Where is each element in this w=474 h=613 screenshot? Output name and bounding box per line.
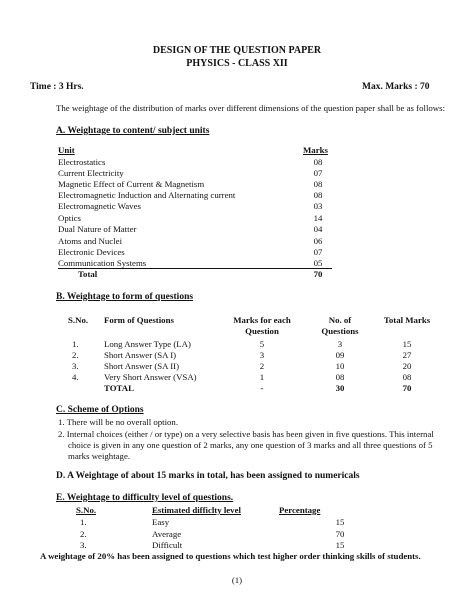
unit-name: Magnetic Effect of Current & Magnetism xyxy=(58,179,205,189)
section-c-heading xyxy=(56,406,144,416)
unit-marks: 08 xyxy=(313,179,323,189)
section-b-no-header-2: Questions xyxy=(321,326,359,336)
section-c-heading-text: C. Scheme of Options xyxy=(56,405,144,415)
row-each: 3 xyxy=(259,350,265,360)
row-form: Very Short Answer (VSA) xyxy=(104,372,197,382)
row-form: Long Answer Type (LA) xyxy=(104,339,191,349)
section-a-total-label: Total xyxy=(78,269,98,279)
difficulty-sno: 3. xyxy=(80,540,87,550)
row-total: 27 xyxy=(402,350,412,360)
hots-note: A weightage of 20% has been assigned to questions which test higher order thinking skills of students. xyxy=(40,551,421,561)
difficulty-level: Average xyxy=(152,529,182,539)
unit-marks: 08 xyxy=(313,190,323,200)
section-a-heading xyxy=(56,127,209,137)
row-sno: 1. xyxy=(72,339,79,349)
option-item-1: 1. There will be no overall option. xyxy=(58,417,179,427)
unit-marks: 03 xyxy=(313,201,323,211)
section-a-total-rule xyxy=(58,268,332,269)
section-b-total-no: 30 xyxy=(335,383,345,393)
row-sno: 3. xyxy=(72,361,79,371)
section-d-heading: D. A Weightage of about 15 marks in total, has been assigned to numericals xyxy=(56,471,360,481)
row-no: 3 xyxy=(337,339,343,349)
section-b-sno-header: S.No. xyxy=(68,315,89,325)
section-b-total-total: 70 xyxy=(402,383,412,393)
section-b-heading-text: B. Weightage to form of questions xyxy=(56,292,194,302)
section-b-total-header: Total Marks xyxy=(383,315,431,325)
difficulty-pct: 15 xyxy=(335,540,345,550)
unit-name: Communication Systems xyxy=(58,258,147,268)
difficulty-sno: 1. xyxy=(80,517,87,527)
section-b-marks-each-header-2: Question xyxy=(245,326,279,336)
row-no: 09 xyxy=(335,350,345,360)
row-form: Short Answer (SA II) xyxy=(104,361,180,371)
unit-name: Current Electricity xyxy=(58,168,124,178)
section-e-sno-header: S.No. xyxy=(76,505,97,515)
section-e-heading-text: E. Weightage to difficulty level of questions. xyxy=(56,493,234,503)
unit-marks: 08 xyxy=(313,157,323,167)
intro-paragraph: The weightage of the distribution of marks over different dimensions of the question paper shall be as follows: xyxy=(56,103,446,113)
difficulty-level: Easy xyxy=(152,517,170,527)
row-no: 08 xyxy=(335,372,345,382)
page-subtitle: PHYSICS - CLASS XII xyxy=(186,58,288,69)
unit-marks: 04 xyxy=(313,224,323,234)
unit-marks: 07 xyxy=(313,247,323,257)
unit-marks: 14 xyxy=(313,213,323,223)
section-b-heading xyxy=(56,293,193,303)
section-b-no-header: No. of xyxy=(328,315,352,325)
section-b-total-label: TOTAL xyxy=(104,383,134,393)
difficulty-pct: 70 xyxy=(335,529,345,539)
option-item-2-line-3: marks weightage. xyxy=(68,451,131,461)
unit-name: Electromagnetic Waves xyxy=(58,201,141,211)
row-each: 2 xyxy=(259,361,265,371)
section-e-heading xyxy=(56,494,233,504)
row-total: 08 xyxy=(402,372,412,382)
unit-name: Atoms and Nuclei xyxy=(58,236,123,246)
difficulty-level: Difficult xyxy=(152,540,183,550)
page-title: DESIGN OF THE QUESTION PAPER xyxy=(152,45,322,56)
row-no: 10 xyxy=(335,361,345,371)
page-number: (1) xyxy=(231,575,243,585)
option-item-2-line-2: choice is given in any one question of 2 marks, any one question of 3 marks and all three questions of 5 xyxy=(68,440,433,450)
section-b-marks-each-header: Marks for each xyxy=(233,315,291,325)
section-a-marks-header: Marks xyxy=(303,145,328,155)
max-marks-label: Max. Marks : 70 xyxy=(362,82,430,92)
row-sno: 4. xyxy=(72,372,79,382)
row-total: 20 xyxy=(402,361,412,371)
section-e-level-header: Estimated difficlty level xyxy=(152,505,241,515)
difficulty-sno: 2. xyxy=(80,529,87,539)
row-each: 1 xyxy=(259,372,265,382)
unit-marks: 06 xyxy=(313,236,323,246)
section-b-form-header: Form of Questions xyxy=(104,315,174,325)
unit-name: Optics xyxy=(58,213,81,223)
unit-name: Electronic Devices xyxy=(58,247,125,257)
section-b-total-each: - xyxy=(260,383,264,393)
section-a-total-marks: 70 xyxy=(313,269,323,279)
row-form: Short Answer (SA I) xyxy=(104,350,177,360)
section-e-pct-header: Percentage xyxy=(279,505,321,515)
unit-marks: 07 xyxy=(313,168,323,178)
row-each: 5 xyxy=(259,339,265,349)
unit-name: Electrostatics xyxy=(58,157,106,167)
time-label: Time : 3 Hrs. xyxy=(30,82,84,92)
difficulty-pct: 15 xyxy=(335,517,345,527)
unit-marks: 05 xyxy=(313,258,323,268)
section-a-unit-header: Unit xyxy=(58,145,75,155)
row-total: 15 xyxy=(402,339,412,349)
unit-name: Electromagnetic Induction and Alternating current xyxy=(58,190,236,200)
row-sno: 2. xyxy=(72,350,79,360)
section-a-heading-text: A. Weightage to content/ subject units xyxy=(56,126,210,136)
option-item-2: 2. Internal choices (either / or type) on a very selective basis has been given in five questions. This internal xyxy=(58,429,434,439)
unit-name: Dual Nature of Matter xyxy=(58,224,137,234)
